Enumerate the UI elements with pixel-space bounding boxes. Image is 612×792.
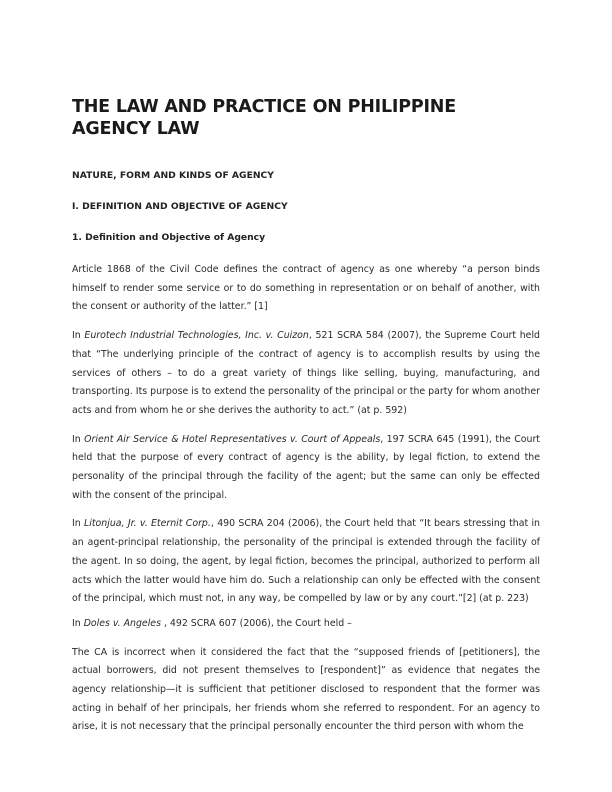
document-body	[72, 96, 540, 737]
paragraph-quoted-ruling: The CA is incorrect when it considered the fact that the “supposed friends of [petitioners], the actual borrowers, did not present themselves to [respondent]” as evidence that negates the agency relationship—it is sufficient that petitioner disclosed to respondent that the former was acting in behalf of her principals, her friends whom she referred to respondent. For an agency to arise, it is not necessary that the principal personally encounter the third person with whom the	[72, 646, 540, 733]
document-title	[72, 96, 540, 140]
case-name-doles: Doles v. Angeles	[83, 617, 161, 629]
paragraph-prefix: In	[72, 617, 84, 629]
paragraph-text: , 521 SCRA 584 (2007), the Supreme Court held that “The underlying principle of the contract of agency is to accomplish results by using the services of others – to do a great variety of things like selling, buying, manufacturing, and transporting. Its purpose is to extend the personality of the principal or the party for whom another acts and from whom he or she derives the authority to act.” (at p. 592)	[72, 330, 541, 416]
case-name-litonjua: Litonjua, Jr. v. Eternit Corp.	[84, 518, 211, 530]
title-line-2: AGENCY LAW	[72, 119, 200, 139]
paragraph-prefix: In	[72, 518, 85, 530]
paragraph-prefix: In	[72, 433, 85, 445]
paragraph-litonjua	[72, 515, 540, 609]
paragraph-article-1868: Article 1868 of the Civil Code defines the contract of agency as one whereby “a person binds himself to render some service or to do something in representation or on behalf of another, with the consent or authority of the latter.” [1]	[72, 264, 540, 313]
title-line-1: THE LAW AND PRACTICE ON PHILIPPINE	[72, 97, 456, 117]
paragraph-prefix: In	[72, 330, 85, 342]
paragraph-eurotech	[72, 327, 540, 421]
paragraph-doles	[72, 615, 540, 634]
case-name-orient-air: Orient Air Service & Hotel Representatives v. Court of Appeals	[84, 433, 381, 445]
heading-definition: I. DEFINITION AND OBJECTIVE OF AGENCY	[72, 201, 288, 212]
paragraph-orient-air	[72, 431, 540, 506]
heading-nature: NATURE, FORM AND KINDS OF AGENCY	[72, 170, 274, 181]
heading-subsection: 1. Definition and Objective of Agency	[72, 232, 266, 243]
case-name-eurotech: Eurotech Industrial Technologies, Inc. v. Cuizon	[84, 330, 309, 342]
paragraph-text: , 197 SCRA 645 (1991), the Court held that the purpose of every contract of agency is the ability, by legal fiction, to extend the personality of the principal through the facility of the agent; but the same can only be effected with the consent of the principal.	[72, 433, 540, 501]
paragraph-text: , 490 SCRA 204 (2006), the Court held that “It bears stressing that in an agent-principal relationship, the personality of the principal is extended through the facility of the agent. In so doing, the agent, by legal fiction, becomes the principal, authorized to perform all acts which the latter would have him do. Such a relationship can only be effected with the consent of the principal, which must not, in any way, be compelled by law or by any court.”[2] (at p. 223)	[72, 518, 540, 605]
paragraph-text: , 492 SCRA 607 (2006), the Court held –	[160, 617, 352, 629]
